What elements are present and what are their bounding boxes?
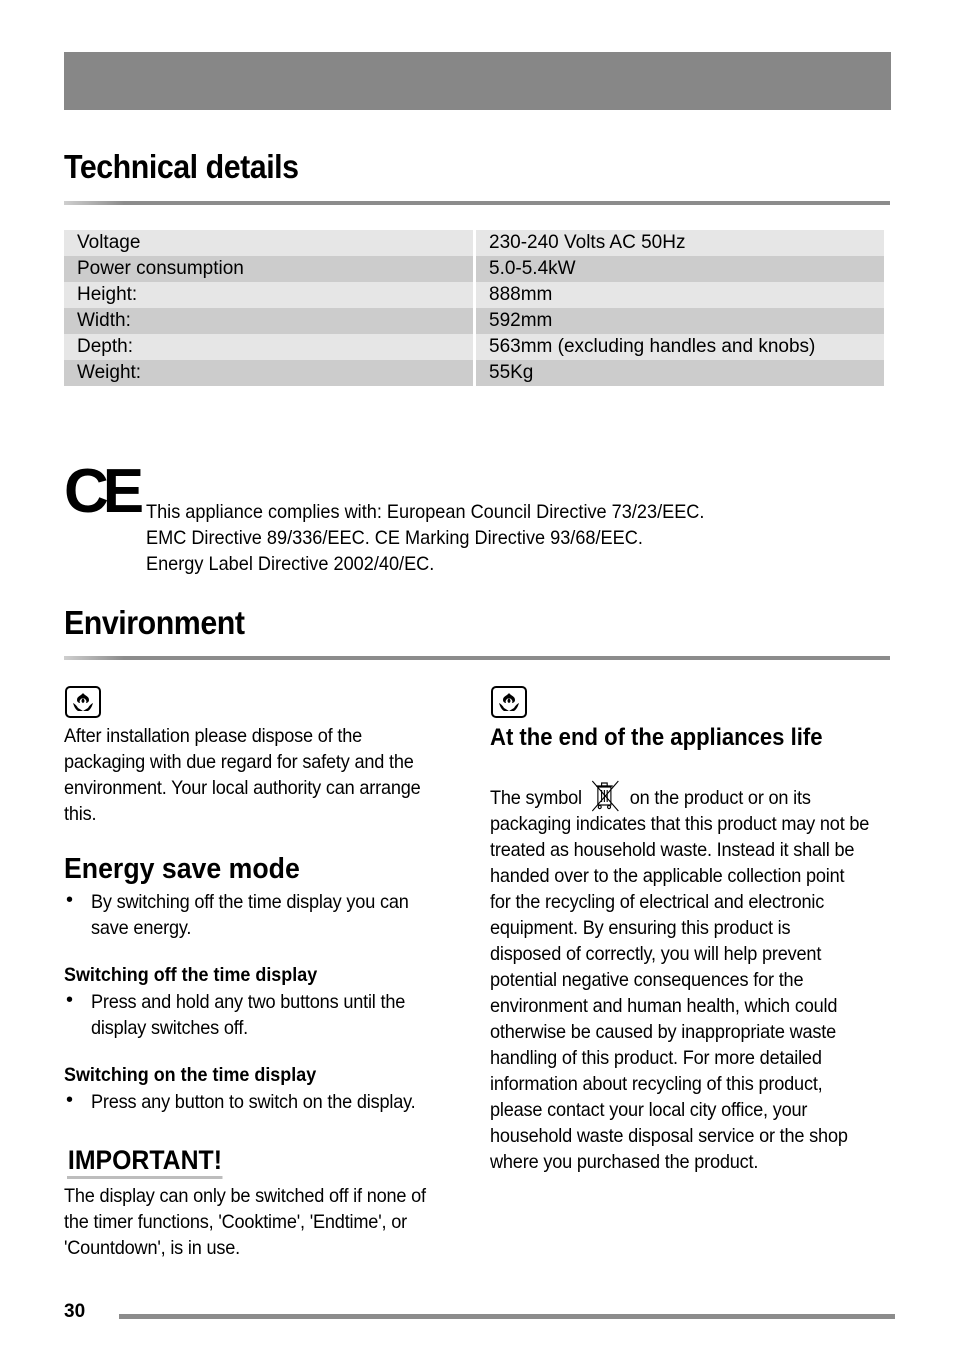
section-title-technical: Technical details <box>64 148 299 185</box>
end-of-life-text <box>490 780 900 1175</box>
text-line: • By switching off the time display you can <box>91 891 409 913</box>
text-line: After installation please dispose of the <box>64 725 363 747</box>
text-line: for the recycling of electrical and electronic <box>490 891 825 913</box>
switching-on-heading: Switching on the time display <box>64 1064 317 1086</box>
eco-hands-icon <box>65 686 101 718</box>
text-line: save energy. <box>91 917 192 939</box>
ce-line: This appliance complies with: European Council Directive 73/23/EEC. <box>146 501 705 523</box>
spec-label: Voltage <box>64 230 476 256</box>
important-text <box>64 1183 453 1261</box>
text-line: The display can only be switched off if none of <box>64 1185 426 1207</box>
spec-label: Depth: <box>64 334 476 360</box>
text-line: where you purchased the product. <box>490 1151 759 1173</box>
table-row <box>64 256 884 282</box>
text-line: packaging indicates that this product may not be <box>490 813 870 835</box>
ce-line: Energy Label Directive 2002/40/EC. <box>146 553 435 575</box>
spec-table <box>64 230 884 386</box>
text-line: treated as household waste. Instead it shall be <box>490 839 855 861</box>
crossed-bin-icon <box>590 780 622 810</box>
table-row <box>64 360 884 386</box>
text-line: environment. Your local authority can arrange <box>64 777 421 799</box>
spec-label: Power consumption <box>64 256 476 282</box>
packaging-disposal-text <box>64 723 447 827</box>
header-band <box>64 52 891 110</box>
ce-mark-icon <box>64 457 139 526</box>
spec-value: 230-240 Volts AC 50Hz <box>476 230 884 256</box>
text-line: environment and human health, which could <box>490 995 838 1017</box>
text-line: display switches off. <box>91 1017 249 1039</box>
spec-value: 55Kg <box>476 360 884 386</box>
spec-label: Width: <box>64 308 476 334</box>
symbol-suffix: on the product or on its <box>629 787 811 809</box>
section-rule <box>64 656 890 660</box>
spec-value: 5.0-5.4kW <box>476 256 884 282</box>
eco-hands-icon <box>491 686 527 718</box>
text-line: 'Countdown', is in use. <box>64 1237 241 1259</box>
table-row <box>64 282 884 308</box>
ce-mark-text: CE <box>64 457 139 526</box>
energy-save-title: Energy save mode <box>64 853 300 885</box>
section-rule <box>64 201 890 205</box>
list-item <box>64 889 433 941</box>
table-row <box>64 230 884 256</box>
page-number: 30 <box>64 1301 86 1322</box>
switching-off-heading: Switching off the time display <box>64 964 318 986</box>
text-line: packaging with due regard for safety and the <box>64 751 414 773</box>
ce-compliance-text <box>146 499 746 577</box>
text-line: equipment. By ensuring this product is <box>490 917 791 939</box>
text-line: this. <box>64 803 97 825</box>
end-of-life-heading: At the end of the appliances life <box>490 724 823 751</box>
footer-rule <box>119 1314 895 1319</box>
spec-value: 563mm (excluding handles and knobs) <box>476 334 884 360</box>
list-item <box>64 989 429 1041</box>
text-line: • Press any button to switch on the display. <box>91 1091 416 1113</box>
section-title-environment: Environment <box>64 604 245 641</box>
text-line: please contact your local city office, your <box>490 1099 808 1121</box>
spec-label: Weight: <box>64 360 476 386</box>
table-row <box>64 334 884 360</box>
text-line: potential negative consequences for the <box>490 969 804 991</box>
text-line: handed over to the applicable collection point <box>490 865 845 887</box>
table-row <box>64 308 884 334</box>
spec-label: Height: <box>64 282 476 308</box>
text-line: household waste disposal service or the shop <box>490 1125 848 1147</box>
text-line: otherwise be caused by inappropriate waste <box>490 1021 837 1043</box>
switching-on-list <box>64 1089 440 1115</box>
list-item <box>64 1089 440 1115</box>
spec-value: 592mm <box>476 308 884 334</box>
switching-off-list <box>64 989 429 1041</box>
text-line <box>490 780 871 811</box>
energy-bullet-list <box>64 889 433 941</box>
text-line: disposed of correctly, you will help prevent <box>490 943 822 965</box>
symbol-prefix: The symbol <box>490 787 582 809</box>
text-line: handling of this product. For more detailed <box>490 1047 822 1069</box>
important-label: IMPORTANT! <box>67 1145 223 1179</box>
text-line: the timer functions, 'Cooktime', 'Endtime', or <box>64 1211 407 1233</box>
spec-value: 888mm <box>476 282 884 308</box>
text-line: information about recycling of this product, <box>490 1073 823 1095</box>
ce-line: EMC Directive 89/336/EEC. CE Marking Directive 93/68/EEC. <box>146 527 643 549</box>
text-line: • Press and hold any two buttons until the <box>91 991 406 1013</box>
